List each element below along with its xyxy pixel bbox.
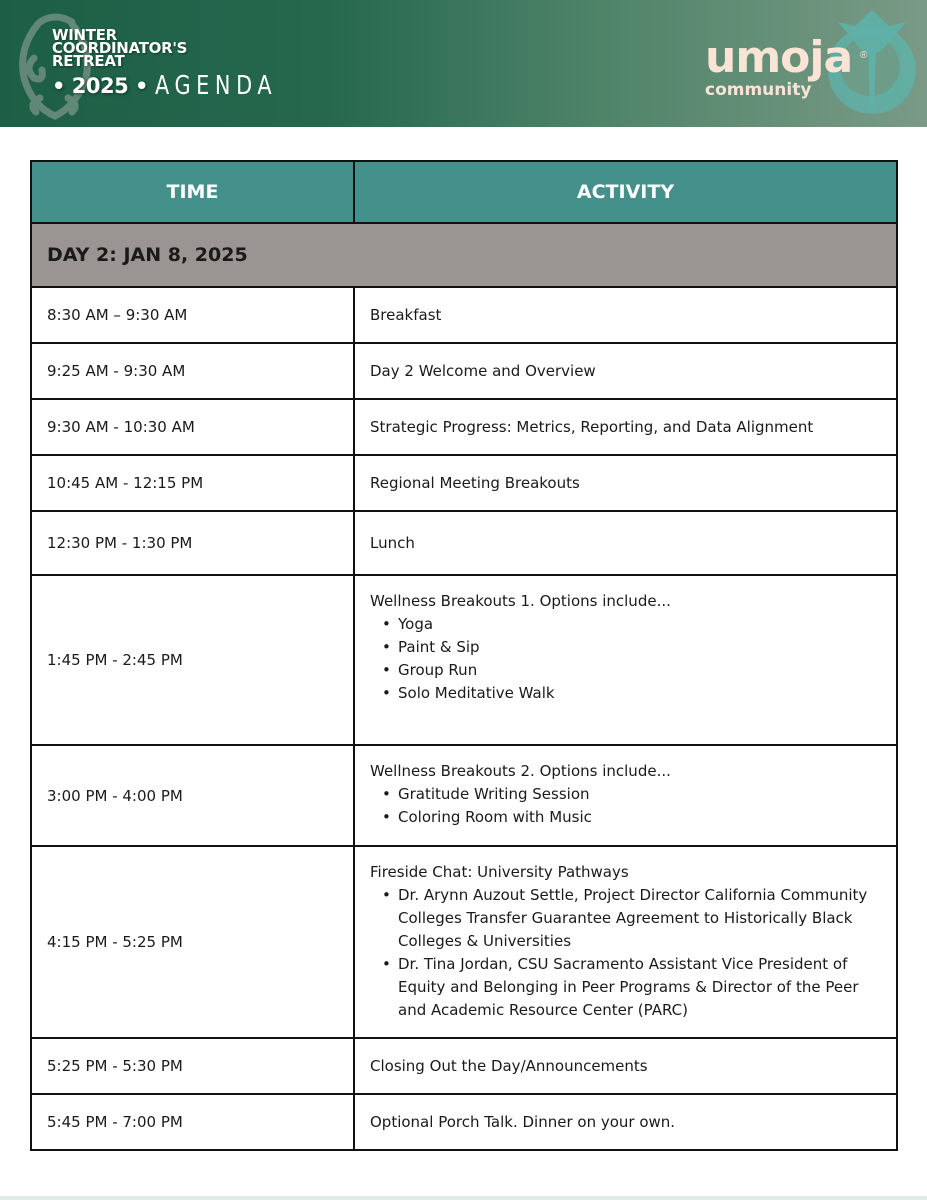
table-header-row: [31, 161, 897, 223]
activity-cell: Regional Meeting Breakouts: [354, 455, 897, 511]
activity-cell: [354, 846, 897, 1038]
table-row: [31, 575, 897, 745]
table-row: [31, 1038, 897, 1094]
list-item: • Solo Meditative Walk: [370, 682, 886, 705]
speaker-list: [370, 884, 886, 1022]
list-item: • Dr. Arynn Auzout Settle, Project Director California Community Colleges Transfer Guarantee Agreement to Historically Black Colleges & Universities: [370, 884, 886, 953]
time-cell: 3:00 PM - 4:00 PM: [31, 745, 354, 846]
time-cell: 10:45 AM - 12:15 PM: [31, 455, 354, 511]
title-line: WINTER: [52, 26, 117, 44]
activity-cell: Lunch: [354, 511, 897, 575]
agenda-label: AGENDA: [155, 71, 278, 101]
activity-cell: [354, 575, 897, 745]
activity-cell: Day 2 Welcome and Overview: [354, 343, 897, 399]
list-item: • Gratitude Writing Session: [370, 783, 886, 806]
list-item: • Dr. Tina Jordan, CSU Sacramento Assistant Vice President of Equity and Belonging in Peer Programs & Director of the Peer and Academic Resource Center (PARC): [370, 953, 886, 1022]
retreat-year: • 2025 •: [52, 74, 148, 98]
table-row: [31, 287, 897, 343]
activity-cell: Optional Porch Talk. Dinner on your own.: [354, 1094, 897, 1150]
table-row: [31, 511, 897, 575]
day-row: [31, 223, 897, 287]
umoja-logo: [700, 8, 920, 118]
column-header-time: TIME: [31, 161, 354, 223]
agenda-table: [30, 160, 898, 1151]
time-cell: 5:45 PM - 7:00 PM: [31, 1094, 354, 1150]
registered-mark: ®: [860, 50, 868, 61]
table-row: [31, 455, 897, 511]
activity-cell: Strategic Progress: Metrics, Reporting, and Data Alignment: [354, 399, 897, 455]
table-row: [31, 846, 897, 1038]
column-header-activity: ACTIVITY: [354, 161, 897, 223]
title-line: RETREAT: [52, 52, 125, 70]
activity-title: Fireside Chat: University Pathways: [370, 863, 629, 881]
time-cell: 1:45 PM - 2:45 PM: [31, 575, 354, 745]
list-item: • Paint & Sip: [370, 636, 886, 659]
activity-title: Wellness Breakouts 2. Options include...: [370, 762, 671, 780]
table-row: [31, 1094, 897, 1150]
table-row: [31, 343, 897, 399]
table-row: [31, 745, 897, 846]
list-item: • Coloring Room with Music: [370, 806, 886, 829]
options-list: [370, 613, 886, 705]
time-cell: 9:25 AM - 9:30 AM: [31, 343, 354, 399]
time-cell: 4:15 PM - 5:25 PM: [31, 846, 354, 1038]
activity-cell: [354, 745, 897, 846]
time-cell: 9:30 AM - 10:30 AM: [31, 399, 354, 455]
activity-title: Wellness Breakouts 1. Options include...: [370, 592, 671, 610]
time-cell: 8:30 AM – 9:30 AM: [31, 287, 354, 343]
header-banner: [0, 0, 927, 127]
day-label: DAY 2: JAN 8, 2025: [31, 223, 897, 287]
footer-strip: [0, 1196, 927, 1200]
title-line: COORDINATOR'S: [52, 39, 188, 57]
table-row: [31, 399, 897, 455]
retreat-title: [52, 26, 188, 70]
logo-wordmark: umoja: [705, 32, 853, 83]
list-item: • Group Run: [370, 659, 886, 682]
activity-cell: Closing Out the Day/Announcements: [354, 1038, 897, 1094]
list-item: • Yoga: [370, 613, 886, 636]
options-list: [370, 783, 886, 829]
activity-cell: Breakfast: [354, 287, 897, 343]
time-cell: 5:25 PM - 5:30 PM: [31, 1038, 354, 1094]
logo-subtitle: community: [705, 80, 812, 100]
time-cell: 12:30 PM - 1:30 PM: [31, 511, 354, 575]
